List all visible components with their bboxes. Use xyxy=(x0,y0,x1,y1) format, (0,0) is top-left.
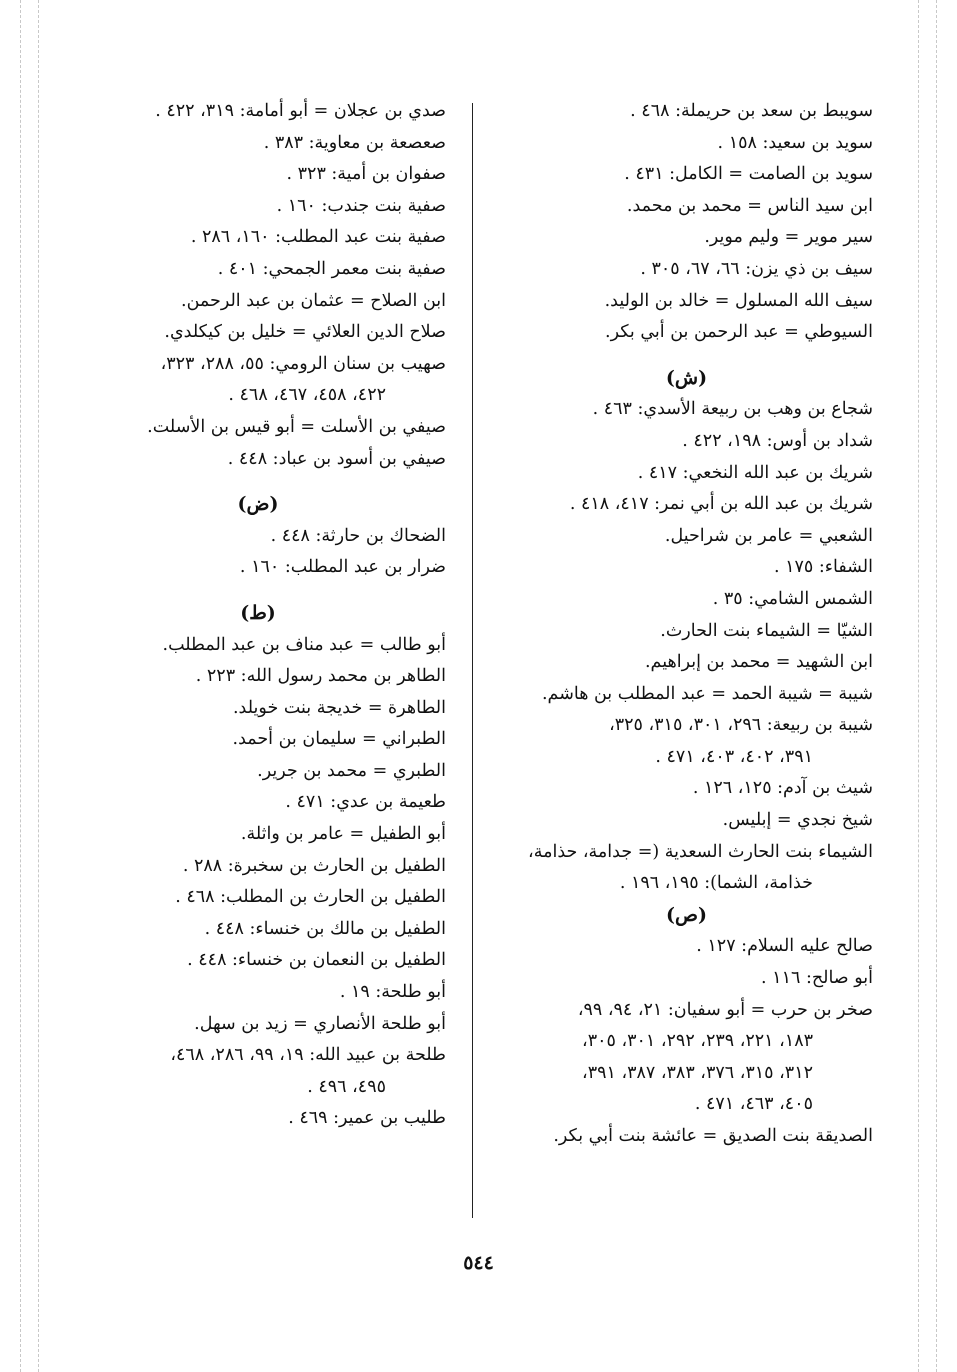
index-column-right xyxy=(500,96,873,1153)
margin-guide-right-inner xyxy=(918,0,919,1372)
index-entry-continuation: خذامة، الشما): ١٩٥، ١٩٦ . xyxy=(619,873,813,894)
index-entry: صهيب بن سنان الرومي: ٥٥، ٢٨٨، ٣٢٣، xyxy=(160,353,446,374)
index-entry: شيخ نجدي = إبليس. xyxy=(722,810,873,831)
index-entry: السيوطي = عبد الرحمن بن أبي بكر. xyxy=(605,322,873,343)
index-entry-continuation: ٤٩٥، ٤٩٦ . xyxy=(307,1076,386,1097)
margin-guide-left xyxy=(20,0,21,1372)
index-entry: صفوان بن أمية: ٣٢٣ . xyxy=(286,164,446,185)
index-entry: الطاهرة = خديجة بنت خويلد. xyxy=(232,697,446,718)
index-column-left xyxy=(70,96,446,1135)
section-letter-heading: (ش) xyxy=(665,366,708,389)
index-entry: الشيّا = الشيماء بنت الحارث. xyxy=(660,620,873,641)
index-entry: الشعبي = عامر بن شراحيل. xyxy=(664,525,873,546)
index-entry: شداد بن أوس: ١٩٨، ٤٢٢ . xyxy=(682,430,873,451)
index-entry: شريك بن عبد الله بن أبي نمر: ٤١٧، ٤١٨ . xyxy=(569,494,873,515)
margin-guide-left-inner xyxy=(38,0,39,1372)
index-entry: الصديقة بنت الصديق = عائشة بنت أبي بكر. xyxy=(553,1126,873,1146)
index-entry: ضرار بن عبد المطلب: ١٦٠ . xyxy=(239,557,446,578)
column-divider xyxy=(472,103,473,1218)
page-number: ٥٤٤ xyxy=(463,1252,494,1274)
index-entry: أبو طالب = عبد مناف بن عبد المطلب. xyxy=(162,634,446,655)
index-entry: شيبة بن ربيعة: ٢٩٦، ٣٠١، ٣١٥، ٣٢٥، xyxy=(609,715,873,736)
index-entry: شريك بن عبد الله النخعي: ٤١٧ . xyxy=(637,462,873,483)
index-entry: سيف بن ذي يزن: ٦٦، ٦٧، ٣٠٥ . xyxy=(640,258,873,279)
index-entry: صعصعة بن معاوية: ٣٨٣ . xyxy=(263,132,446,153)
section-gap xyxy=(500,349,873,363)
section-gap xyxy=(70,475,446,489)
index-entry: طعيمة بن عدي: ٤٧١ . xyxy=(285,792,446,813)
section-letter-heading: (ط) xyxy=(240,601,276,624)
index-entry: الطفيل بن مالك بن خنساء: ٤٤٨ . xyxy=(204,918,446,939)
index-entry: الطفيل بن النعمان بن خنساء: ٤٤٨ . xyxy=(187,950,446,971)
index-entry: شجاع بن وهب بن ربيعة الأسدي: ٤٦٣ . xyxy=(592,399,873,420)
index-entry: ابن الشهيد = محمد بن إبراهيم. xyxy=(644,652,873,673)
section-letter-heading: (ص) xyxy=(666,903,707,926)
index-entry: الطفيل بن الحارث بن سخبرة: ٢٨٨ . xyxy=(182,855,446,876)
index-entry: الشيماء بنت الحارث السعدية (= جدامة، حذامة، xyxy=(528,841,873,862)
index-entry-continuation: ٤٢٢، ٤٥٨، ٤٦٧، ٤٦٨ . xyxy=(228,385,386,406)
index-entry: الشمس الشامي: ٣٥ . xyxy=(712,588,873,609)
index-entry: صلاح الدين العلائي = خليل بن كيكلدي. xyxy=(164,322,446,343)
index-entry: صيفي بن الأسلت = أبو قيس بن الأسلت. xyxy=(147,416,446,437)
index-entry: صفية بنت جندب: ١٦٠ . xyxy=(276,195,446,216)
index-entry-continuation: ٣٩١، ٤٠٢، ٤٠٣، ٤٧١ . xyxy=(655,746,813,767)
section-gap xyxy=(70,584,446,598)
index-entry: طلحة بن عبيد الله: ١٩، ٩٩، ٢٨٦، ٤٦٨، xyxy=(170,1045,446,1066)
margin-guide-right xyxy=(936,0,937,1372)
index-entry: ابن الصلاح = عثمان بن عبد الرحمن. xyxy=(181,290,446,311)
index-entry: صالح عليه السلام: ١٢٧ . xyxy=(696,936,873,957)
index-entry: سويد بن سعيد: ١٥٨ . xyxy=(717,132,873,153)
index-entry: سيف الله المسلول = خالد بن الوليد. xyxy=(604,290,873,311)
section-letter-heading: (ض) xyxy=(237,493,279,516)
index-entry: صخر بن حرب = أبو سفيان: ٢١، ٩٤، ٩٩، xyxy=(577,999,873,1020)
index-entry: ابن سيد الناس = محمد بن محمد. xyxy=(626,195,873,216)
index-entry-continuation: ٤٠٥، ٤٦٣، ٤٧١ . xyxy=(694,1094,813,1115)
index-entry-continuation: ٣١٢، ٣١٥، ٣٧٦، ٣٨٣، ٣٨٧، ٣٩١، xyxy=(582,1062,813,1083)
index-entry: أبو الطفيل = عامر بن واثلة. xyxy=(240,824,446,845)
index-entry: الطبراني = سليمان بن أحمد. xyxy=(232,729,446,750)
index-entry-continuation: ١٨٣، ٢٢١، ٢٣٩، ٢٩٢، ٣٠١، ٣٠٥، xyxy=(582,1031,813,1052)
index-entry: سويد بن الصامت = الكامل: ٤٣١ . xyxy=(624,164,873,185)
index-entry: أبو طلحة الأنصاري = زيد بن سهل. xyxy=(194,1013,446,1034)
index-entry: أبو صالح: ١١٦ . xyxy=(761,968,873,989)
index-entry: صدي بن عجلان = أبو أمامة: ٣١٩، ٤٢٢ . xyxy=(155,101,446,121)
index-entry: الطفيل بن الحارث بن المطلب: ٤٦٨ . xyxy=(175,887,446,908)
index-entry: شيث بن آدم: ١٢٥، ١٢٦ . xyxy=(692,778,873,799)
index-entry: سير موير = وليم موير. xyxy=(704,227,873,248)
index-entry: الطاهر بن محمد رسول الله: ٢٢٣ . xyxy=(195,666,446,687)
index-entry: طليب بن عمير: ٤٦٩ . xyxy=(288,1108,446,1129)
index-entry: شيبة = شيبة الحمد = عبد المطلب بن هاشم. xyxy=(541,683,873,704)
index-entry: أبو طلحة: ١٩ . xyxy=(339,982,446,1003)
index-entry: سويبط بن سعد بن حريملة: ٤٦٨ . xyxy=(630,101,873,121)
index-entry: الطبري = محمد بن جرير. xyxy=(257,760,446,781)
index-entry: صفية بنت عبد المطلب: ١٦٠، ٢٨٦ . xyxy=(190,227,446,248)
index-entry: صفية بنت معمر الجمحي: ٤٠١ . xyxy=(217,258,446,279)
index-entry: الشفاء: ١٧٥ . xyxy=(773,557,873,578)
index-entry: الضحاك بن حارثة: ٤٤٨ . xyxy=(270,525,446,546)
index-entry: صيفي بن أسود بن عباد: ٤٤٨ . xyxy=(227,448,446,469)
